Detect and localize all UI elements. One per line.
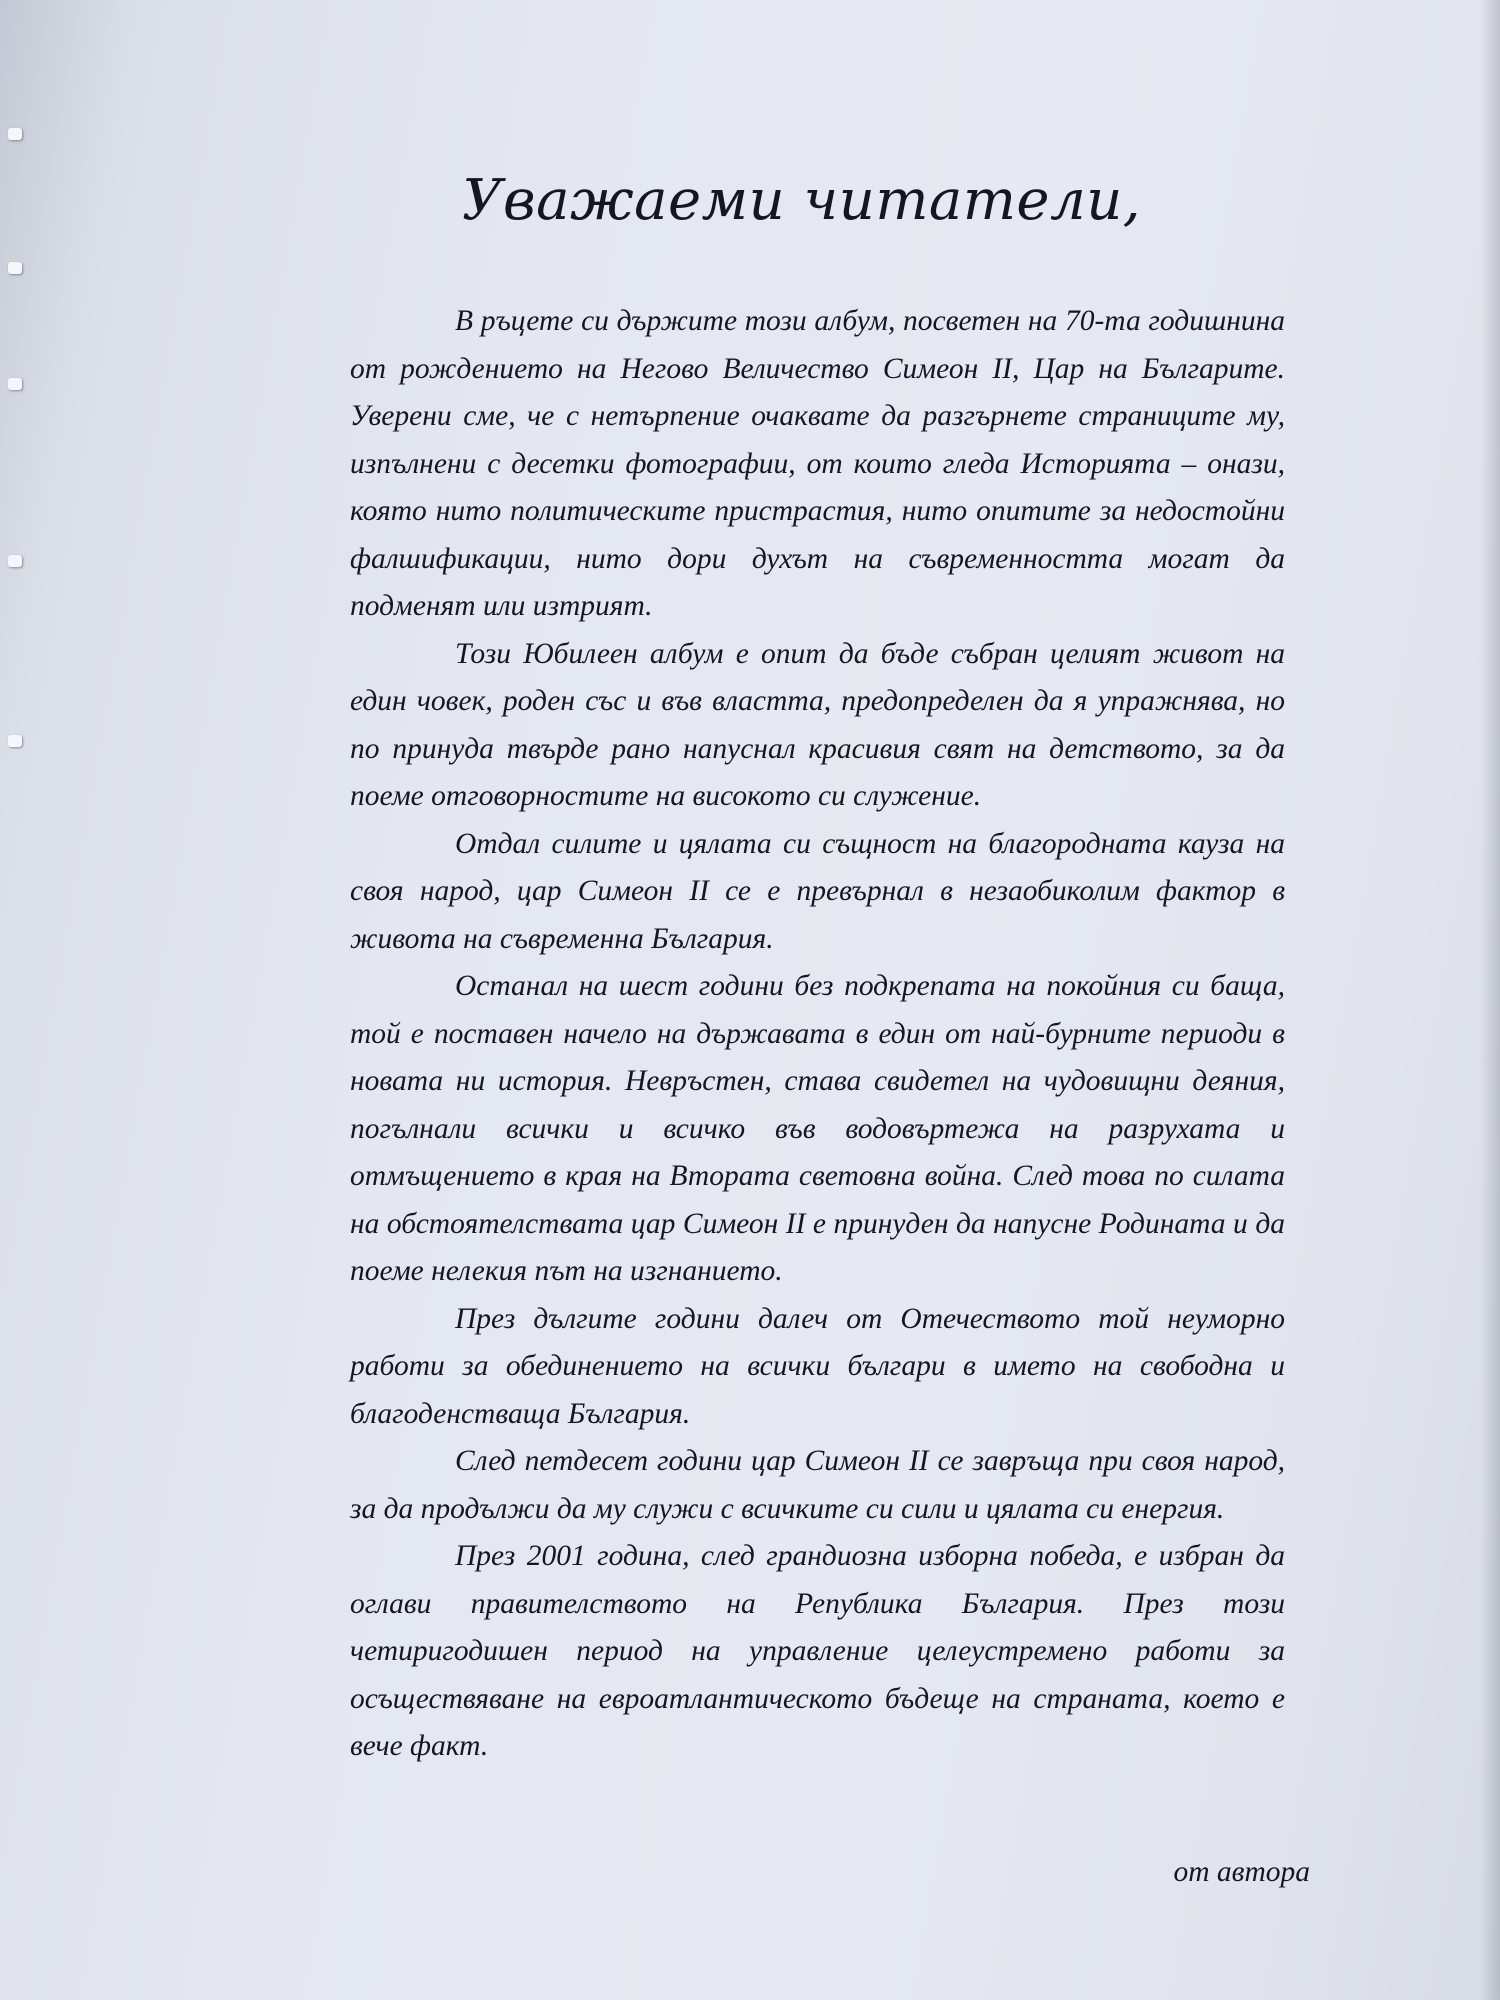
- binding-hole: [8, 262, 22, 274]
- paragraph: Отдал силите и цялата си същност на благородната кауза на своя народ, цар Симеон II се е превърнал в незаобиколим фактор в живота на съвременна България.: [350, 827, 1285, 955]
- paragraph: Останал на шест години без подкрепата на покойния си баща, той е поставен начело на държавата в един от най-бурните периоди в новата ни история. Невръстен, става свидетел на чудовищни деяния, погълнали всички и всичко във водовъртежа на разрухата и отмъщението в края на Втората световна война. След това по силата на обстоятелствата цар Симеон II е принуден да напусне Родината и да поеме нелекия път на изгнанието.: [350, 970, 1285, 1287]
- binding-hole: [8, 735, 22, 747]
- paragraph: След петдесет години цар Симеон II се завръща при своя народ, за да продължи да му служи с всичките си сили и цялата си енергия.: [350, 1445, 1285, 1525]
- body-text: [350, 298, 1285, 1771]
- binding-hole: [8, 555, 22, 567]
- paragraph: През дългите години далеч от Отечеството той неуморно работи за обединението на всички българи в името на свободна и благоденстваща България.: [350, 1302, 1285, 1430]
- spiral-binding: [0, 0, 30, 2000]
- page-title: Уважаеми читатели,: [462, 168, 1142, 233]
- page-edge-shadow: [1480, 0, 1500, 2000]
- paragraph: Този Юбилеен албум е опит да бъде събран целият живот на един човек, роден със и във властта, предопределен да я упражнява, но по принуда твърде рано напуснал красивия свят на детството, за да поеме отговорностите на високото си служение.: [350, 637, 1285, 812]
- author-signature: от автора: [1173, 1856, 1310, 1888]
- binding-hole: [8, 128, 22, 140]
- paragraph: През 2001 година, след грандиозна изборна победа, е избран да оглави правителството на Република България. През този четиригодишен период на управление целеустремено работи за осъществяване на евроатлантическото бъдеще на страната, което е вече факт.: [350, 1540, 1285, 1762]
- binding-hole: [8, 378, 22, 390]
- paragraph: В ръцете си държите този албум, посветен на 70-та годишнина от рождението на Негово Величество Симеон II, Цар на Българите. Уверени сме, че с нетърпение очаквате да разгърнете страниците му, изпълнени с десетки фотографии, от които гледа Историята – онази, която нито политическите пристрастия, нито опитите за недостойни фалшификации, нито дори духът на съвременността могат да подменят или изтрият.: [350, 305, 1285, 622]
